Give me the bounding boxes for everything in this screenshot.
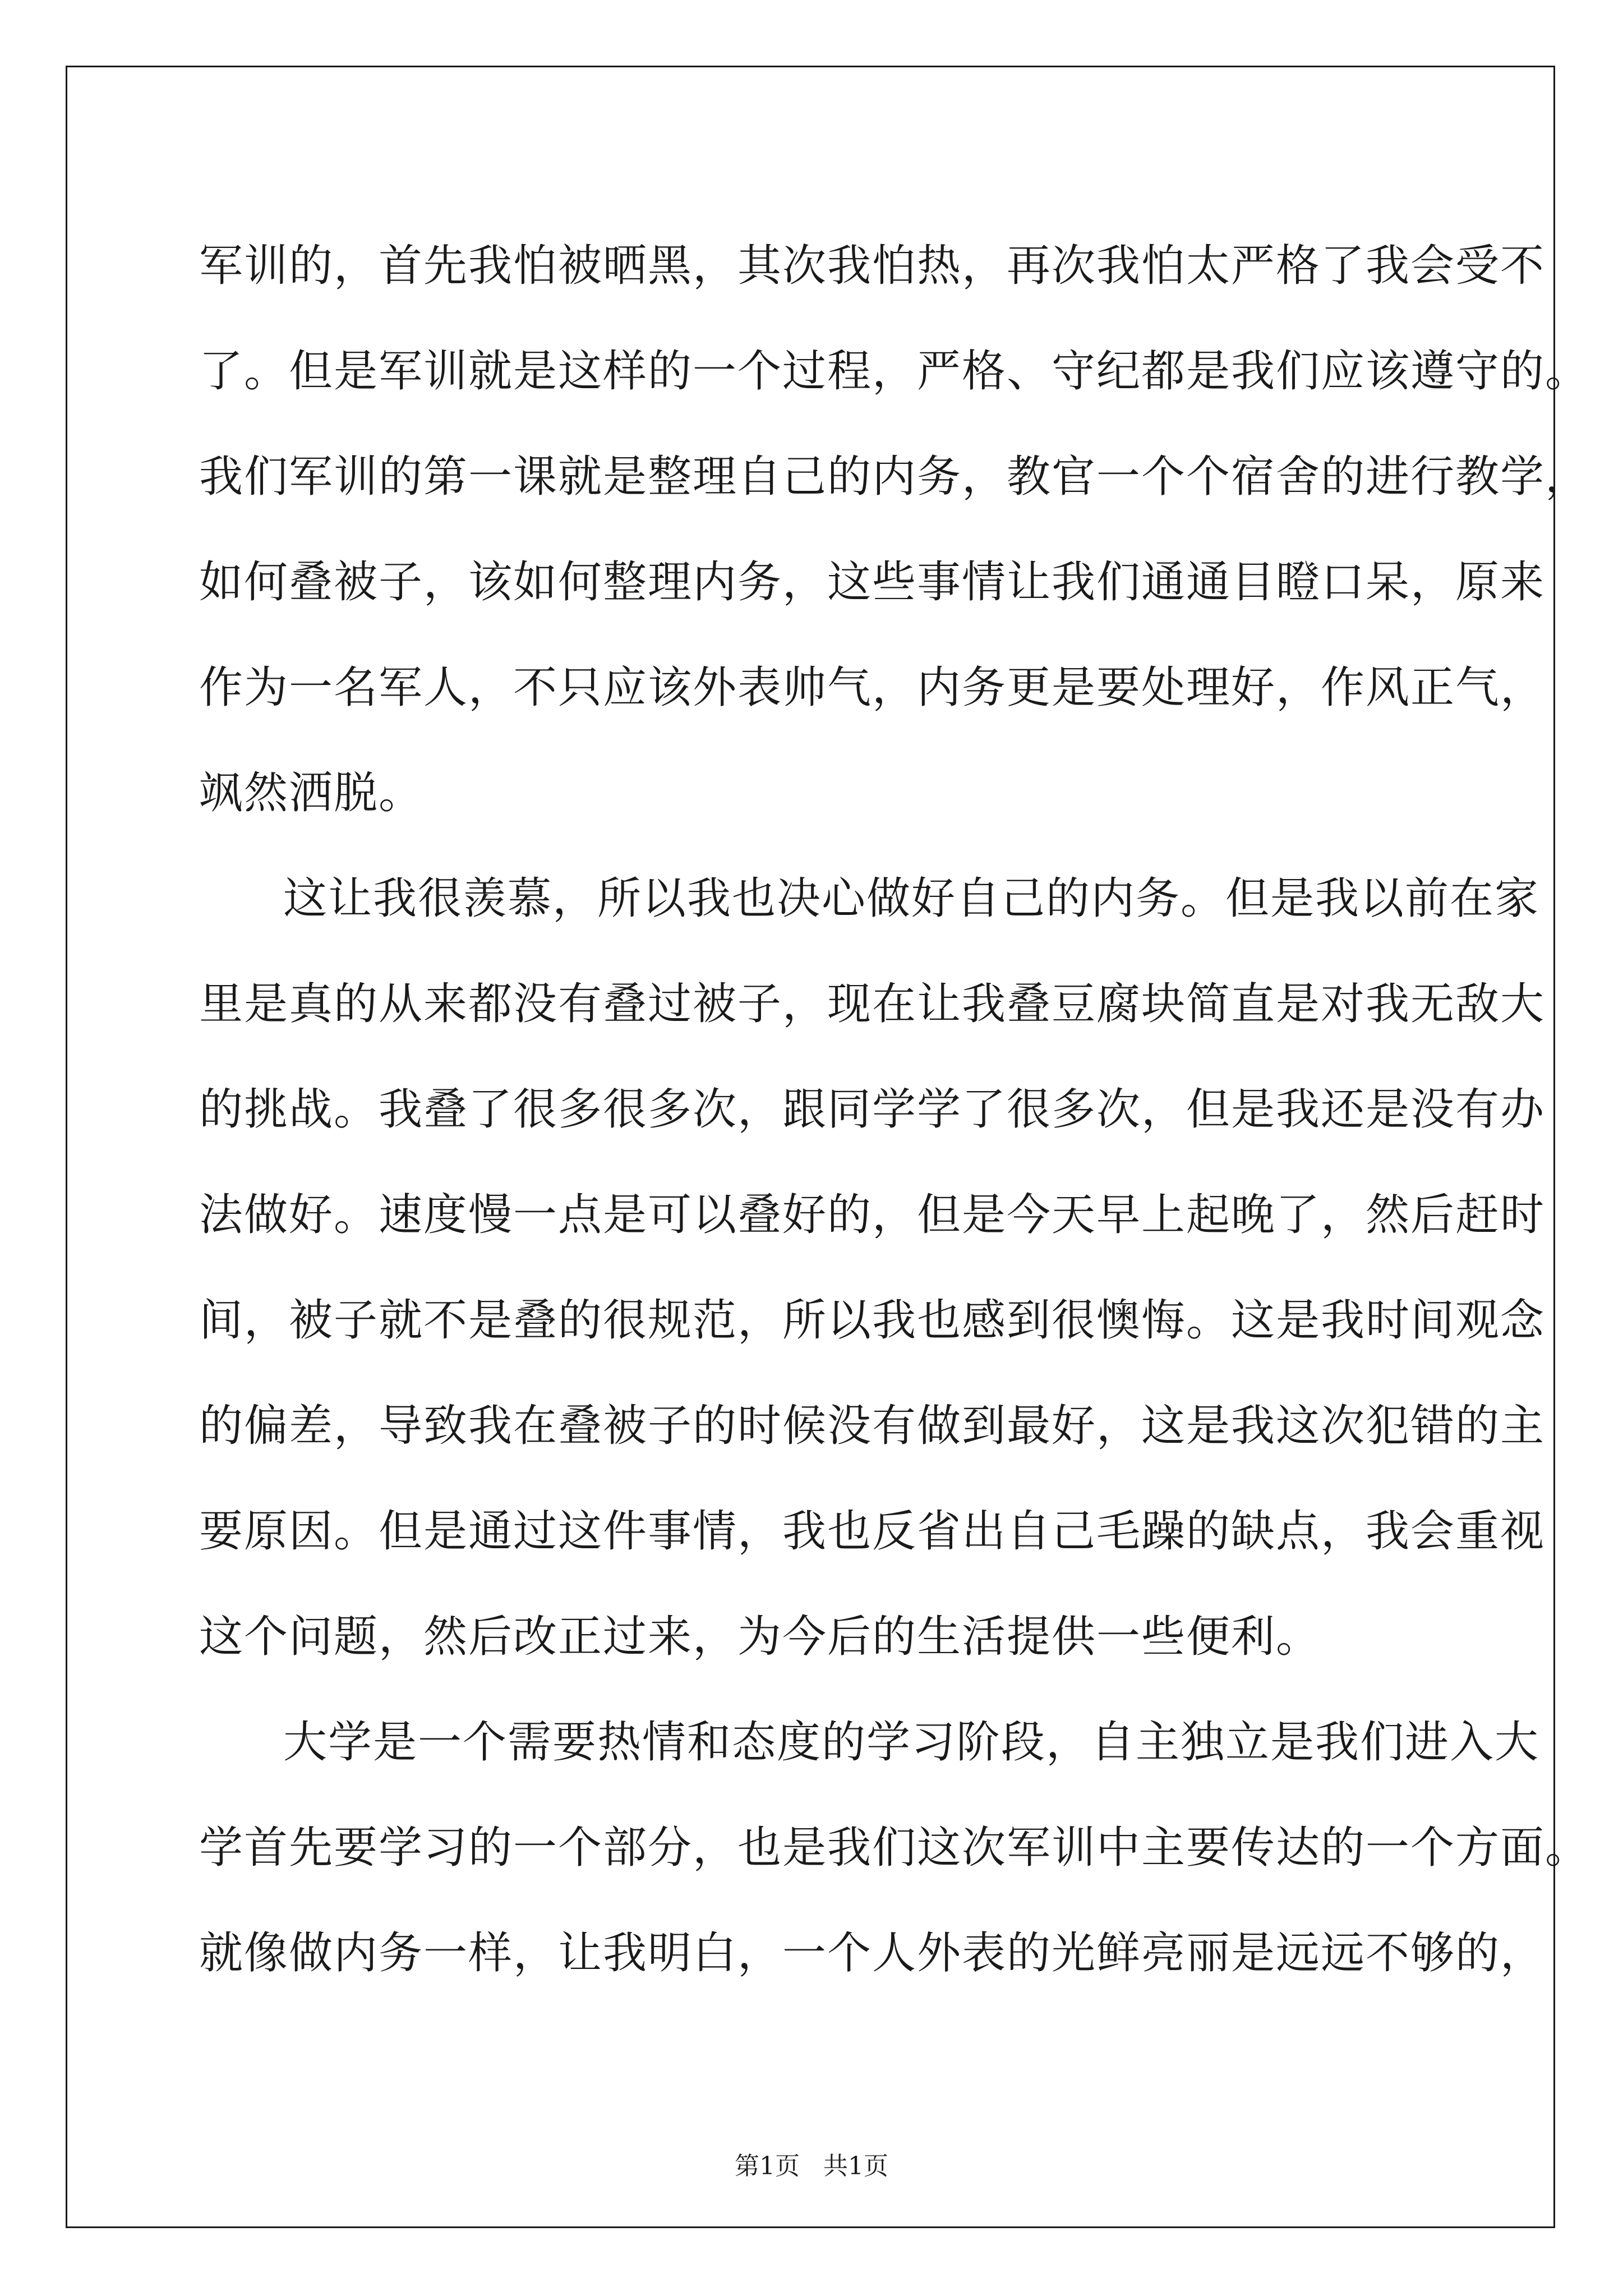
text-line: 飒然洒脱。 xyxy=(199,768,424,818)
text-line: 了。但是军训就是这样的一个过程，严格、守纪都是我们应该遵守的。 xyxy=(199,346,1590,397)
text-line: 作为一名军人，不只应该外表帅气，内务更是要处理好，作风正气， xyxy=(199,662,1546,713)
paragraph-start-line: 大学是一个需要热情和态度的学习阶段，自主独立是我们进入大 xyxy=(283,1717,1540,1768)
paragraph-start-line: 这让我很羡慕，所以我也决心做好自己的内务。但是我以前在家 xyxy=(283,873,1540,924)
text-line: 的偏差，导致我在叠被子的时候没有做到最好，这是我这次犯错的主 xyxy=(199,1401,1546,1451)
text-line: 的挑战。我叠了很多很多次，跟同学学了很多次，但是我还是没有办 xyxy=(199,1084,1546,1135)
text-line: 要原因。但是通过这件事情，我也反省出自己毛躁的缺点，我会重视 xyxy=(199,1506,1546,1557)
text-line: 里是真的从来都没有叠过被子，现在让我叠豆腐块简直是对我无敌大 xyxy=(199,979,1546,1029)
document-body xyxy=(199,213,1590,2006)
text-line: 法做好。速度慢一点是可以叠好的，但是今天早上起晚了，然后赶时 xyxy=(199,1190,1546,1240)
text-line: 这个问题，然后改正过来，为今后的生活提供一些便利。 xyxy=(199,1612,1321,1662)
page-number-footer: 第1页 共1页 xyxy=(735,2152,888,2180)
text-line: 我们军训的第一课就是整理自己的内务，教官一个个宿舍的进行教学， xyxy=(199,452,1590,502)
text-line: 军训的，首先我怕被晒黑，其次我怕热，再次我怕太严格了我会受不 xyxy=(199,241,1546,291)
text-line: 就像做内务一样，让我明白，一个人外表的光鲜亮丽是远远不够的， xyxy=(199,1928,1546,1978)
text-line: 间，被子就不是叠的很规范，所以我也感到很懊悔。这是我时间观念 xyxy=(199,1295,1546,1346)
text-line: 学首先要学习的一个部分，也是我们这次军训中主要传达的一个方面。 xyxy=(199,1823,1590,1873)
text-line: 如何叠被子，该如何整理内务，这些事情让我们通通目瞪口呆，原来 xyxy=(199,557,1546,608)
